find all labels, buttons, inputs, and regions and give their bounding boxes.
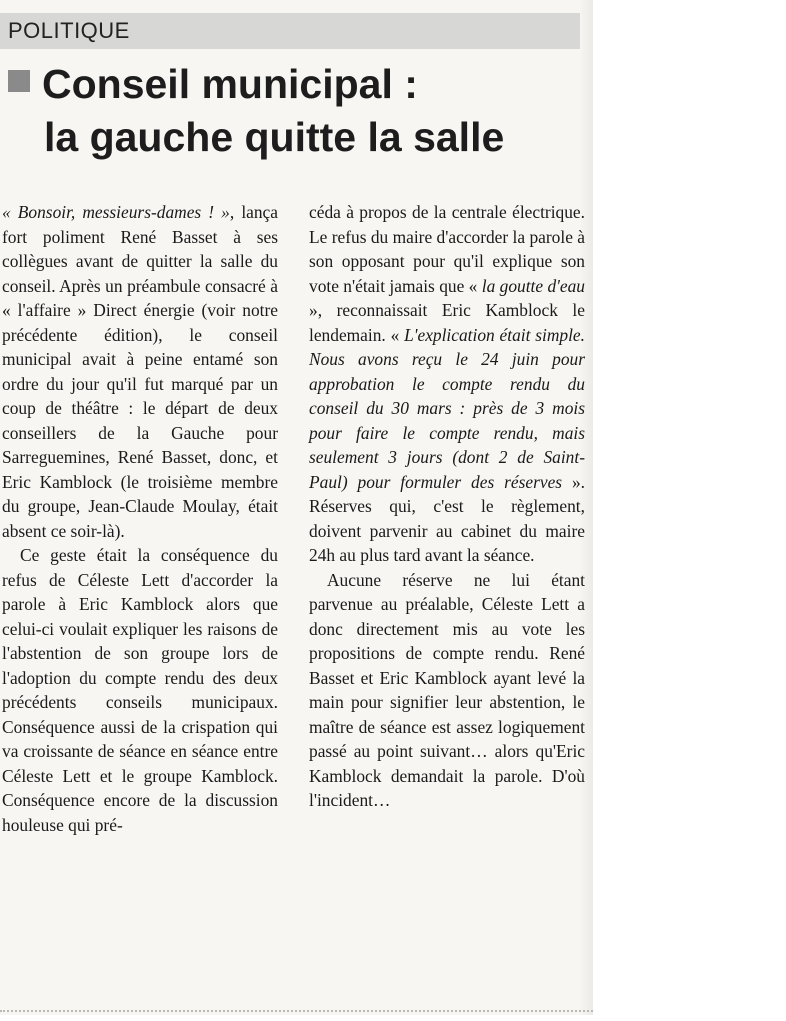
italic-quote: L'explication était simple. Nous avons reçu le 24 juin pour approbation le compte rendu du conseil du 30 mars : près de 3 mois pour faire le compte rendu, mais seulement 3 jours (dont 2 de Saint-Paul) pour formuler des réserves: [309, 324, 585, 492]
paragraph-text: ». Réserves qui, c'est le règlement, doivent parvenir au cabinet du maire 24h au plus tard avant la séance.: [309, 471, 585, 565]
paragraph-text: », reconnaissait Eric Kamblock le lendemain. «: [309, 300, 585, 345]
italic-quote: la goutte d'eau: [481, 275, 585, 296]
paragraph: Aucune réserve ne lui étant parvenue au préalable, Céleste Lett a donc directement mis au vote les propositions de compte rendu. René Basset et Eric Kamblock ayant levé la main pour signifier leur abstention, le maître de séance est assez logiquement passé au point suivant… alors qu'Eric Kamblock demandait la parole. D'où l'incident…: [309, 569, 585, 810]
article-column-left: [2, 200, 278, 837]
paragraph-text: céda à propos de la centrale électrique. Le refus du maire d'accorder la parole à son opposant pour qu'il explique son vote n'était jamais que «: [309, 202, 585, 296]
torn-bottom-edge: [0, 1010, 593, 1012]
article-column-right: [309, 200, 585, 813]
section-rubric: [0, 13, 580, 49]
rubric-label: POLITIQUE: [8, 18, 130, 43]
headline-line-2: la gauche quitte la salle: [44, 114, 505, 160]
paragraph-text: , lança fort poliment René Basset à ses collègues avant de quitter la salle du conseil. Après un préambule consacré à « l'affaire » Direct énergie (voir notre précédente édition), le conseil municipal avait à peine entamé son ordre du jour qu'il fut marqué par un coup de théâtre : le départ de deux conseillers de la Gauche pour Sarreguemines, René Basset, donc, et Eric Kamblock (le troisième membre du groupe, Jean-Claude Moulay, était absent ce soir-là).: [2, 202, 278, 541]
article-headline: [8, 58, 588, 164]
opening-quote: « Bonsoir, messieurs-dames ! »: [2, 202, 230, 222]
paragraph: Ce geste était la conséquence du refus de Céleste Lett d'accorder la parole à Eric Kamblock alors que celui-ci voulait expliquer les raisons de l'abstention de son groupe lors de l'adoption du compte rendu des deux précédents conseils municipaux. Conséquence aussi de la crispation qui va croissante de séance en séance entre Céleste Lett et le groupe Kamblock. Conséquence encore de la discussion houleuse qui pré-: [2, 545, 278, 835]
square-bullet-icon: [8, 70, 30, 92]
paragraph: [309, 200, 585, 568]
headline-line-1: Conseil municipal :: [42, 61, 418, 107]
paragraph: [2, 200, 278, 543]
